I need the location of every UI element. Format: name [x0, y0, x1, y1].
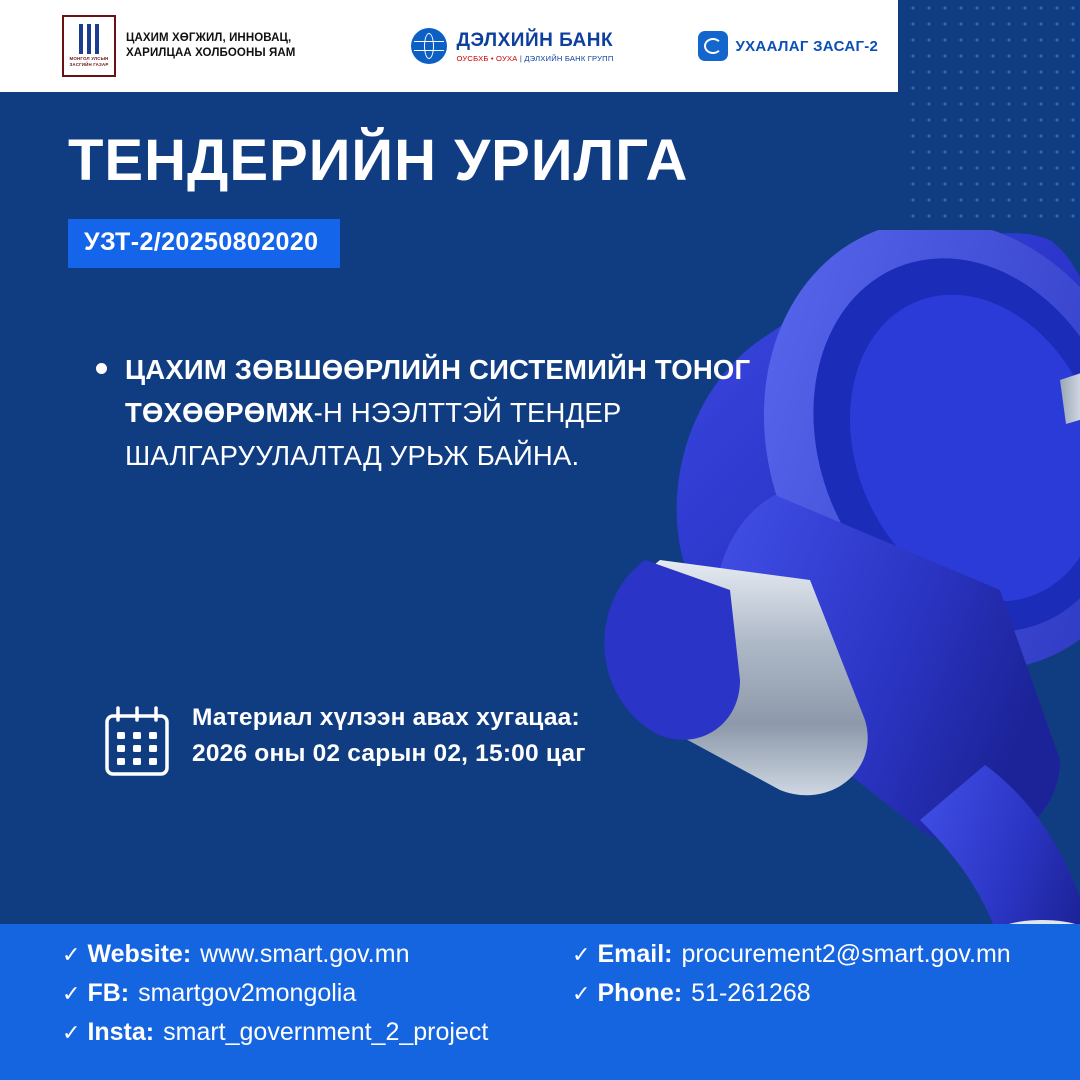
bullet-dot-icon [96, 363, 107, 374]
ministry-name-line1: ЦАХИМ ХӨГЖИЛ, ИННОВАЦ, [126, 32, 292, 44]
footer-left-column [62, 940, 488, 1057]
contact-facebook-value[interactable]: smartgov2mongolia [138, 979, 357, 1007]
contact-email-value[interactable]: procurement2@smart.gov.mn [681, 940, 1011, 968]
contact-instagram-value[interactable]: smart_government_2_project [163, 1018, 489, 1046]
calendar-icon [104, 706, 170, 778]
deadline-text [192, 700, 586, 772]
smart-gov-icon [698, 31, 728, 61]
soyombo-symbol [79, 24, 99, 54]
contact-footer [0, 924, 1080, 1080]
contact-instagram-label: Insta: [87, 1018, 155, 1046]
check-icon: ✓ [62, 1020, 81, 1045]
deadline-value: 2026 оны 02 сарын 02, 15:00 цаг [192, 740, 586, 767]
announcement-bullet [96, 348, 836, 477]
check-icon: ✓ [62, 981, 81, 1006]
emblem-caption: МОНГОЛ УЛСЫН ЗАСГИЙН ГАЗАР [69, 56, 109, 67]
decorative-dot-grid [905, 0, 1080, 230]
world-bank-logo [411, 28, 613, 64]
header-logo-bar [0, 0, 898, 92]
world-bank-name: ДЭЛХИЙН БАНК [456, 29, 614, 51]
contact-facebook-label: FB: [87, 979, 130, 1007]
announcement-text [125, 348, 836, 477]
check-icon: ✓ [572, 981, 591, 1006]
check-icon: ✓ [572, 942, 591, 967]
contact-website-value[interactable]: www.smart.gov.mn [200, 940, 410, 968]
contact-phone[interactable] [572, 979, 1011, 1008]
check-icon: ✓ [62, 942, 81, 967]
contact-phone-value[interactable]: 51-261268 [691, 979, 811, 1007]
announcement-subject: ЦАХИМ ЗӨВШӨӨРЛИЙН СИСТЕМИЙН ТОНОГ ТӨХӨӨРӨМЖ [125, 354, 751, 428]
contact-website-label: Website: [87, 940, 192, 968]
world-bank-subtitle-red: ОУСБХБ • ОУХА [456, 53, 518, 63]
ministry-name-line2: ХАРИЛЦАА ХОЛБООНЫ ЯАМ [126, 47, 296, 59]
megaphone-illustration [360, 230, 1080, 930]
tender-code-badge: УЗТ-2/20250802020 [68, 219, 340, 268]
contact-facebook[interactable] [62, 979, 488, 1008]
footer-right-column [572, 940, 1011, 1018]
deadline-block [104, 700, 586, 778]
contact-instagram[interactable] [62, 1018, 488, 1047]
contact-phone-label: Phone: [597, 979, 683, 1007]
contact-website[interactable] [62, 940, 488, 969]
contact-email[interactable] [572, 940, 1011, 969]
smart-gov-name: УХААЛАГ ЗАСАГ-2 [735, 37, 879, 55]
ministry-logo [62, 15, 295, 77]
globe-icon [411, 28, 447, 64]
announcement-rest: -Н НЭЭЛТТЭЙ ТЕНДЕР ШАЛГАРУУЛАЛТАД УРЬЖ БАЙНА. [125, 397, 622, 471]
contact-email-label: Email: [597, 940, 673, 968]
smart-gov-logo [698, 31, 879, 61]
world-bank-subtitle [456, 54, 613, 63]
page-title: ТЕНДЕРИЙН УРИЛГА [68, 128, 689, 193]
state-emblem-icon [62, 15, 116, 77]
ministry-name [126, 31, 295, 61]
world-bank-subtitle-rest: | ДЭЛХИЙН БАНК ГРУПП [519, 53, 614, 63]
deadline-label: Материал хүлээн авах хугацаа: [192, 704, 580, 731]
